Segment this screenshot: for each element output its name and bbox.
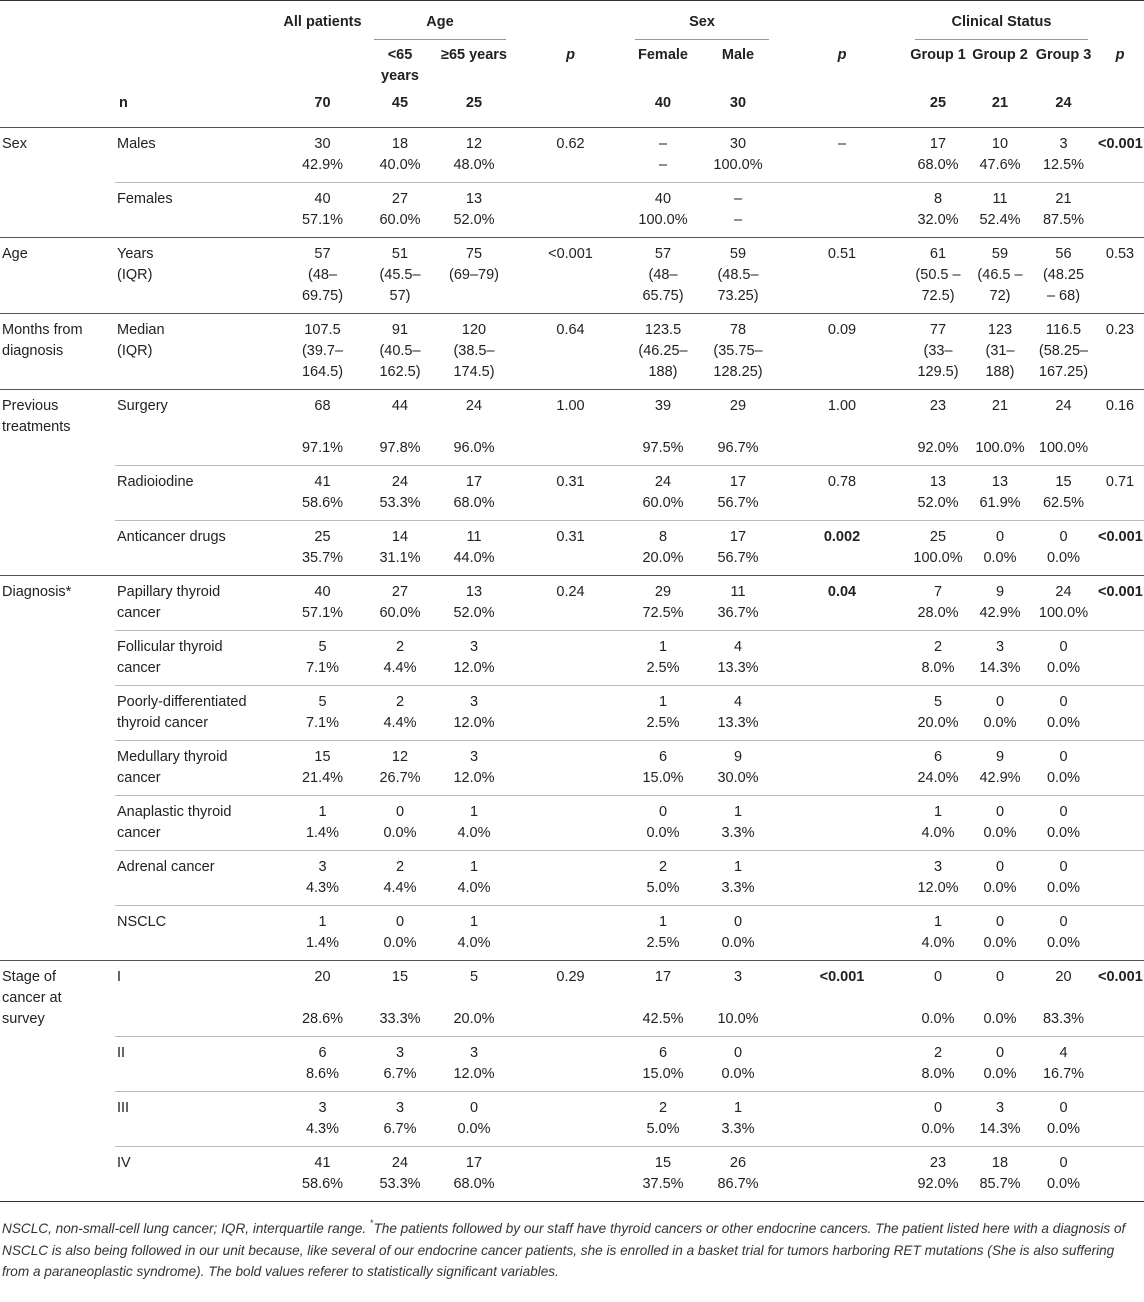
row-value: 120 (38.5– 174.5) xyxy=(434,313,514,389)
row-value: 3 4.3% xyxy=(279,1091,366,1146)
row-value: 3 12.0% xyxy=(434,685,514,740)
row-value: <0.001 xyxy=(777,960,907,1036)
row-value: 24 60.0% xyxy=(627,465,699,520)
header-lt65: <65 years xyxy=(381,47,419,84)
row-value: 8 32.0% xyxy=(907,182,969,237)
row-value: 0.23 xyxy=(1096,313,1144,389)
header-all-patients: All patients xyxy=(279,1,366,88)
row-value: 20 83.3% xyxy=(1031,960,1096,1036)
row-value: 5 7.1% xyxy=(279,630,366,685)
row-value: 1.00 xyxy=(777,389,907,465)
row-value: 39 97.5% xyxy=(627,389,699,465)
row-value: 24 96.0% xyxy=(434,389,514,465)
row-value: 123 (31– 188) xyxy=(969,313,1031,389)
header-age xyxy=(366,1,514,41)
row-value xyxy=(777,850,907,905)
table-row xyxy=(0,465,1144,520)
row-value: 51 (45.5– 57) xyxy=(366,237,434,313)
row-value: 0.16 xyxy=(1096,389,1144,465)
row-value: <0.001 xyxy=(1096,575,1144,630)
row-value: – – xyxy=(699,182,777,237)
row-value: 0 0.0% xyxy=(627,795,699,850)
row-label: Follicular thyroid cancer xyxy=(115,630,279,685)
footnote-mark: * xyxy=(369,1218,374,1228)
row-value: 11 52.4% xyxy=(969,182,1031,237)
row-value: 40 57.1% xyxy=(279,575,366,630)
row-value: 0 0.0% xyxy=(1031,795,1096,850)
row-value: 0 0.0% xyxy=(969,685,1031,740)
row-value: 0 0.0% xyxy=(969,960,1031,1036)
table-row xyxy=(0,237,1144,313)
row-value: 0.04 xyxy=(777,575,907,630)
row-label: III xyxy=(115,1091,279,1146)
row-value: 57 (48– 69.75) xyxy=(279,237,366,313)
row-value: 0 0.0% xyxy=(1031,1091,1096,1146)
row-value xyxy=(514,1091,627,1146)
header-male: Male xyxy=(721,47,755,63)
row-value: 15 21.4% xyxy=(279,740,366,795)
row-value: 1 3.3% xyxy=(699,1091,777,1146)
row-value xyxy=(777,740,907,795)
row-value: 0.71 xyxy=(1096,465,1144,520)
table-row xyxy=(0,905,1144,960)
row-value: 41 58.6% xyxy=(279,465,366,520)
table-row xyxy=(0,740,1144,795)
n-all: 70 xyxy=(314,95,331,111)
row-category: Sex xyxy=(0,127,115,182)
row-value: 29 72.5% xyxy=(627,575,699,630)
row-value: 0 0.0% xyxy=(907,1091,969,1146)
row-value: 0 0.0% xyxy=(366,905,434,960)
row-category xyxy=(0,1091,115,1146)
row-value: 0 0.0% xyxy=(1031,1146,1096,1201)
row-value: 1 1.4% xyxy=(279,905,366,960)
row-value xyxy=(1096,1036,1144,1091)
row-value: 2 5.0% xyxy=(627,850,699,905)
row-value: 17 68.0% xyxy=(434,1146,514,1201)
row-value: 3 12.5% xyxy=(1031,127,1096,182)
row-value: 3 6.7% xyxy=(366,1091,434,1146)
footnote-abbrev: NSCLC, non-small-cell lung cancer; IQR, interquartile range. xyxy=(2,1221,370,1236)
row-value: 1.00 xyxy=(514,389,627,465)
row-label: Median (IQR) xyxy=(115,313,279,389)
row-category xyxy=(0,630,115,685)
row-value: 0 0.0% xyxy=(969,1036,1031,1091)
row-value xyxy=(514,182,627,237)
table-row xyxy=(0,389,1144,465)
row-value xyxy=(514,630,627,685)
row-value: 3 12.0% xyxy=(434,740,514,795)
row-value: 1 4.0% xyxy=(434,905,514,960)
row-label: Years (IQR) xyxy=(115,237,279,313)
row-value: 4 13.3% xyxy=(699,685,777,740)
row-value: 18 40.0% xyxy=(366,127,434,182)
row-label: Adrenal cancer xyxy=(115,850,279,905)
row-value: 6 15.0% xyxy=(627,1036,699,1091)
row-value xyxy=(777,685,907,740)
header-p-age: p xyxy=(566,47,575,63)
row-value: 17 68.0% xyxy=(907,127,969,182)
header-clinical-status-label: Clinical Status xyxy=(951,14,1052,30)
row-value: 0 0.0% xyxy=(1031,630,1096,685)
row-value: 5 7.1% xyxy=(279,685,366,740)
row-value: 21 100.0% xyxy=(969,389,1031,465)
row-value: 24 53.3% xyxy=(366,1146,434,1201)
row-value: 13 52.0% xyxy=(907,465,969,520)
row-value: 12 48.0% xyxy=(434,127,514,182)
row-value: 25 100.0% xyxy=(907,520,969,575)
row-value: 57 (48– 65.75) xyxy=(627,237,699,313)
row-value xyxy=(777,1146,907,1201)
row-value: 0.51 xyxy=(777,237,907,313)
row-category xyxy=(0,740,115,795)
row-value: 0 0.0% xyxy=(907,960,969,1036)
row-value xyxy=(514,740,627,795)
row-value: 0.53 xyxy=(1096,237,1144,313)
row-label: Papillary thyroid cancer xyxy=(115,575,279,630)
row-value xyxy=(777,1036,907,1091)
row-value xyxy=(1096,685,1144,740)
n-male: 30 xyxy=(729,95,747,111)
header-p-sex: p xyxy=(837,47,847,63)
table-row xyxy=(0,1146,1144,1201)
row-value: 0 0.0% xyxy=(699,905,777,960)
row-value: 30 100.0% xyxy=(699,127,777,182)
row-category: Months from diagnosis xyxy=(0,313,115,389)
header-clinical-status xyxy=(907,1,1096,41)
row-category: Stage of cancer at survey xyxy=(0,960,115,1036)
row-value: 77 (33– 129.5) xyxy=(907,313,969,389)
row-value: 9 30.0% xyxy=(699,740,777,795)
row-value: 27 60.0% xyxy=(366,182,434,237)
row-label: Females xyxy=(115,182,279,237)
row-value: 1 1.4% xyxy=(279,795,366,850)
row-value: 0.09 xyxy=(777,313,907,389)
row-category xyxy=(0,905,115,960)
row-value: 78 (35.75– 128.25) xyxy=(699,313,777,389)
row-value: <0.001 xyxy=(1096,520,1144,575)
table-row xyxy=(0,182,1144,237)
row-value: <0.001 xyxy=(514,237,627,313)
row-value: 15 62.5% xyxy=(1031,465,1096,520)
row-value: 6 8.6% xyxy=(279,1036,366,1091)
row-value: 1 4.0% xyxy=(434,850,514,905)
row-value: 23 92.0% xyxy=(907,389,969,465)
table-row xyxy=(0,795,1144,850)
row-value: 0.29 xyxy=(514,960,627,1036)
row-value: 3 6.7% xyxy=(366,1036,434,1091)
row-value xyxy=(1096,182,1144,237)
header-row-2 xyxy=(0,40,1144,87)
header-ge65: ≥65 years xyxy=(440,47,507,63)
table-row xyxy=(0,960,1144,1036)
row-value: 24 100.0% xyxy=(1031,389,1096,465)
row-value: 27 60.0% xyxy=(366,575,434,630)
row-value: 23 92.0% xyxy=(907,1146,969,1201)
row-value: 25 35.7% xyxy=(279,520,366,575)
row-value: 0 0.0% xyxy=(1031,850,1096,905)
row-value: 3 14.3% xyxy=(969,630,1031,685)
row-value xyxy=(514,795,627,850)
row-value: 10 47.6% xyxy=(969,127,1031,182)
row-value: 1 2.5% xyxy=(627,685,699,740)
row-value: 4 16.7% xyxy=(1031,1036,1096,1091)
row-label: Radioiodine xyxy=(115,465,279,520)
row-label: NSCLC xyxy=(115,905,279,960)
row-value: 13 61.9% xyxy=(969,465,1031,520)
row-value: 26 86.7% xyxy=(699,1146,777,1201)
header-n-row xyxy=(0,87,1144,127)
row-value: 8 20.0% xyxy=(627,520,699,575)
row-value: 2 8.0% xyxy=(907,1036,969,1091)
table-row xyxy=(0,1036,1144,1091)
table-row xyxy=(0,630,1144,685)
row-value: 11 44.0% xyxy=(434,520,514,575)
row-category xyxy=(0,520,115,575)
row-value: 123.5 (46.25– 188) xyxy=(627,313,699,389)
header-row-1 xyxy=(0,1,1144,41)
header-group1: Group 1 xyxy=(910,47,966,63)
row-value: 15 33.3% xyxy=(366,960,434,1036)
row-label: Anaplastic thyroid cancer xyxy=(115,795,279,850)
row-category xyxy=(0,685,115,740)
row-value: 0 0.0% xyxy=(969,520,1031,575)
row-value: 5 20.0% xyxy=(434,960,514,1036)
row-value xyxy=(514,685,627,740)
row-value: 17 42.5% xyxy=(627,960,699,1036)
row-category xyxy=(0,1036,115,1091)
row-value: 0 0.0% xyxy=(434,1091,514,1146)
row-category: Diagnosis* xyxy=(0,575,115,630)
row-value: 0 0.0% xyxy=(1031,685,1096,740)
row-value xyxy=(777,182,907,237)
row-value: 29 96.7% xyxy=(699,389,777,465)
row-value: 107.5 (39.7– 164.5) xyxy=(279,313,366,389)
row-value: 9 42.9% xyxy=(969,575,1031,630)
row-value: 18 85.7% xyxy=(969,1146,1031,1201)
header-group2: Group 2 xyxy=(972,47,1028,63)
row-value: 0 0.0% xyxy=(1031,740,1096,795)
row-value xyxy=(514,1146,627,1201)
row-value: 0 0.0% xyxy=(969,795,1031,850)
row-value: 2 4.4% xyxy=(366,850,434,905)
row-value: <0.001 xyxy=(1096,127,1144,182)
row-value: 0.31 xyxy=(514,520,627,575)
row-value: 59 (46.5 – 72) xyxy=(969,237,1031,313)
row-value xyxy=(1096,905,1144,960)
row-value: 3 12.0% xyxy=(907,850,969,905)
row-value xyxy=(777,795,907,850)
row-value: 1 2.5% xyxy=(627,630,699,685)
row-value xyxy=(514,1036,627,1091)
row-value xyxy=(1096,630,1144,685)
row-value: <0.001 xyxy=(1096,960,1144,1036)
row-value xyxy=(777,1091,907,1146)
row-value: 3 10.0% xyxy=(699,960,777,1036)
row-value: 5 20.0% xyxy=(907,685,969,740)
row-value: 44 97.8% xyxy=(366,389,434,465)
row-value: 116.5 (58.25– 167.25) xyxy=(1031,313,1096,389)
row-value: 2 8.0% xyxy=(907,630,969,685)
row-value: 1 3.3% xyxy=(699,850,777,905)
row-value: 0 0.0% xyxy=(1031,520,1096,575)
row-value: 0.64 xyxy=(514,313,627,389)
table-footnote xyxy=(2,1218,1140,1283)
row-value: 21 87.5% xyxy=(1031,182,1096,237)
row-value: – – xyxy=(627,127,699,182)
row-value: 13 52.0% xyxy=(434,182,514,237)
row-value: 3 12.0% xyxy=(434,630,514,685)
row-value: 7 28.0% xyxy=(907,575,969,630)
row-value xyxy=(777,630,907,685)
row-value: 0.24 xyxy=(514,575,627,630)
row-value: 15 37.5% xyxy=(627,1146,699,1201)
row-value: 12 26.7% xyxy=(366,740,434,795)
row-value: 17 68.0% xyxy=(434,465,514,520)
row-value: 0 0.0% xyxy=(699,1036,777,1091)
row-category: Previous treatments xyxy=(0,389,115,465)
row-value: 40 57.1% xyxy=(279,182,366,237)
row-label: IV xyxy=(115,1146,279,1201)
row-value: 59 (48.5– 73.25) xyxy=(699,237,777,313)
row-category xyxy=(0,1146,115,1201)
row-value xyxy=(514,850,627,905)
header-age-label: Age xyxy=(426,14,454,30)
row-value xyxy=(1096,795,1144,850)
row-value: 41 58.6% xyxy=(279,1146,366,1201)
row-value: 1 3.3% xyxy=(699,795,777,850)
row-value: 30 42.9% xyxy=(279,127,366,182)
row-value: 6 24.0% xyxy=(907,740,969,795)
row-value: 2 5.0% xyxy=(627,1091,699,1146)
row-label: Surgery xyxy=(115,389,279,465)
row-value xyxy=(777,905,907,960)
table-row xyxy=(0,850,1144,905)
header-p-status: p xyxy=(1115,47,1125,63)
row-value: 20 28.6% xyxy=(279,960,366,1036)
row-value: 9 42.9% xyxy=(969,740,1031,795)
row-value: 24 53.3% xyxy=(366,465,434,520)
row-category xyxy=(0,850,115,905)
n-group2: 21 xyxy=(991,95,1009,111)
row-value: 13 52.0% xyxy=(434,575,514,630)
n-female: 40 xyxy=(654,95,672,111)
row-label: Anticancer drugs xyxy=(115,520,279,575)
row-value xyxy=(1096,1091,1144,1146)
row-value xyxy=(1096,740,1144,795)
header-female: Female xyxy=(638,47,688,63)
table-row xyxy=(0,685,1144,740)
row-value: 14 31.1% xyxy=(366,520,434,575)
row-value: 0 0.0% xyxy=(366,795,434,850)
row-label: Medullary thyroid cancer xyxy=(115,740,279,795)
row-value xyxy=(514,905,627,960)
row-value: 3 14.3% xyxy=(969,1091,1031,1146)
row-value: 0 0.0% xyxy=(969,905,1031,960)
row-value: 75 (69–79) xyxy=(434,237,514,313)
n-group3: 24 xyxy=(1055,95,1072,111)
row-value: 2 4.4% xyxy=(366,630,434,685)
row-value: 17 56.7% xyxy=(699,520,777,575)
row-value: 56 (48.25 – 68) xyxy=(1031,237,1096,313)
row-value: 1 2.5% xyxy=(627,905,699,960)
header-n-label: n xyxy=(119,95,128,111)
row-label: Males xyxy=(115,127,279,182)
row-value: 0.78 xyxy=(777,465,907,520)
row-value: 68 97.1% xyxy=(279,389,366,465)
row-value: 3 4.3% xyxy=(279,850,366,905)
row-value: 1 4.0% xyxy=(434,795,514,850)
row-category xyxy=(0,795,115,850)
row-value: 0.31 xyxy=(514,465,627,520)
table-row xyxy=(0,127,1144,182)
n-lt65: 45 xyxy=(391,95,409,111)
n-group1: 25 xyxy=(929,95,947,111)
row-value: 3 12.0% xyxy=(434,1036,514,1091)
table-row xyxy=(0,313,1144,389)
table-row xyxy=(0,520,1144,575)
row-value xyxy=(1096,1146,1144,1201)
header-sex xyxy=(627,1,777,41)
table-row xyxy=(0,575,1144,630)
row-value: 11 36.7% xyxy=(699,575,777,630)
row-value: 24 100.0% xyxy=(1031,575,1096,630)
row-value: 91 (40.5– 162.5) xyxy=(366,313,434,389)
row-value: 2 4.4% xyxy=(366,685,434,740)
row-value: 6 15.0% xyxy=(627,740,699,795)
row-category xyxy=(0,465,115,520)
row-value: 0.002 xyxy=(777,520,907,575)
row-value: 0 0.0% xyxy=(969,850,1031,905)
row-label: I xyxy=(115,960,279,1036)
header-sex-label: Sex xyxy=(689,14,715,30)
row-value: 1 4.0% xyxy=(907,905,969,960)
table-row xyxy=(0,1091,1144,1146)
footnote-text: The patients followed by our staff have thyroid cancers or other endocrine cancers. The patient listed here with a diagnosis of NSCLC is also being followed in our unit because, like several of our endocrine cancer patients, she is enrolled in a basket trial for tumors harboring RET mutations (She is also suffering from a paraneoplastic syndrome). The bold values referer to statistically significant variables. xyxy=(2,1221,1126,1279)
row-label: II xyxy=(115,1036,279,1091)
row-category xyxy=(0,182,115,237)
header-group3: Group 3 xyxy=(1035,47,1092,63)
row-value: 61 (50.5 – 72.5) xyxy=(907,237,969,313)
row-category: Age xyxy=(0,237,115,313)
n-ge65: 25 xyxy=(465,95,483,111)
row-value: 40 100.0% xyxy=(627,182,699,237)
row-value: 0.62 xyxy=(514,127,627,182)
row-value: 0 0.0% xyxy=(1031,905,1096,960)
row-value: 1 4.0% xyxy=(907,795,969,850)
row-value: 17 56.7% xyxy=(699,465,777,520)
row-value: – xyxy=(777,127,907,182)
row-value: 4 13.3% xyxy=(699,630,777,685)
row-label: Poorly-differentiated thyroid cancer xyxy=(115,685,279,740)
row-value xyxy=(1096,850,1144,905)
